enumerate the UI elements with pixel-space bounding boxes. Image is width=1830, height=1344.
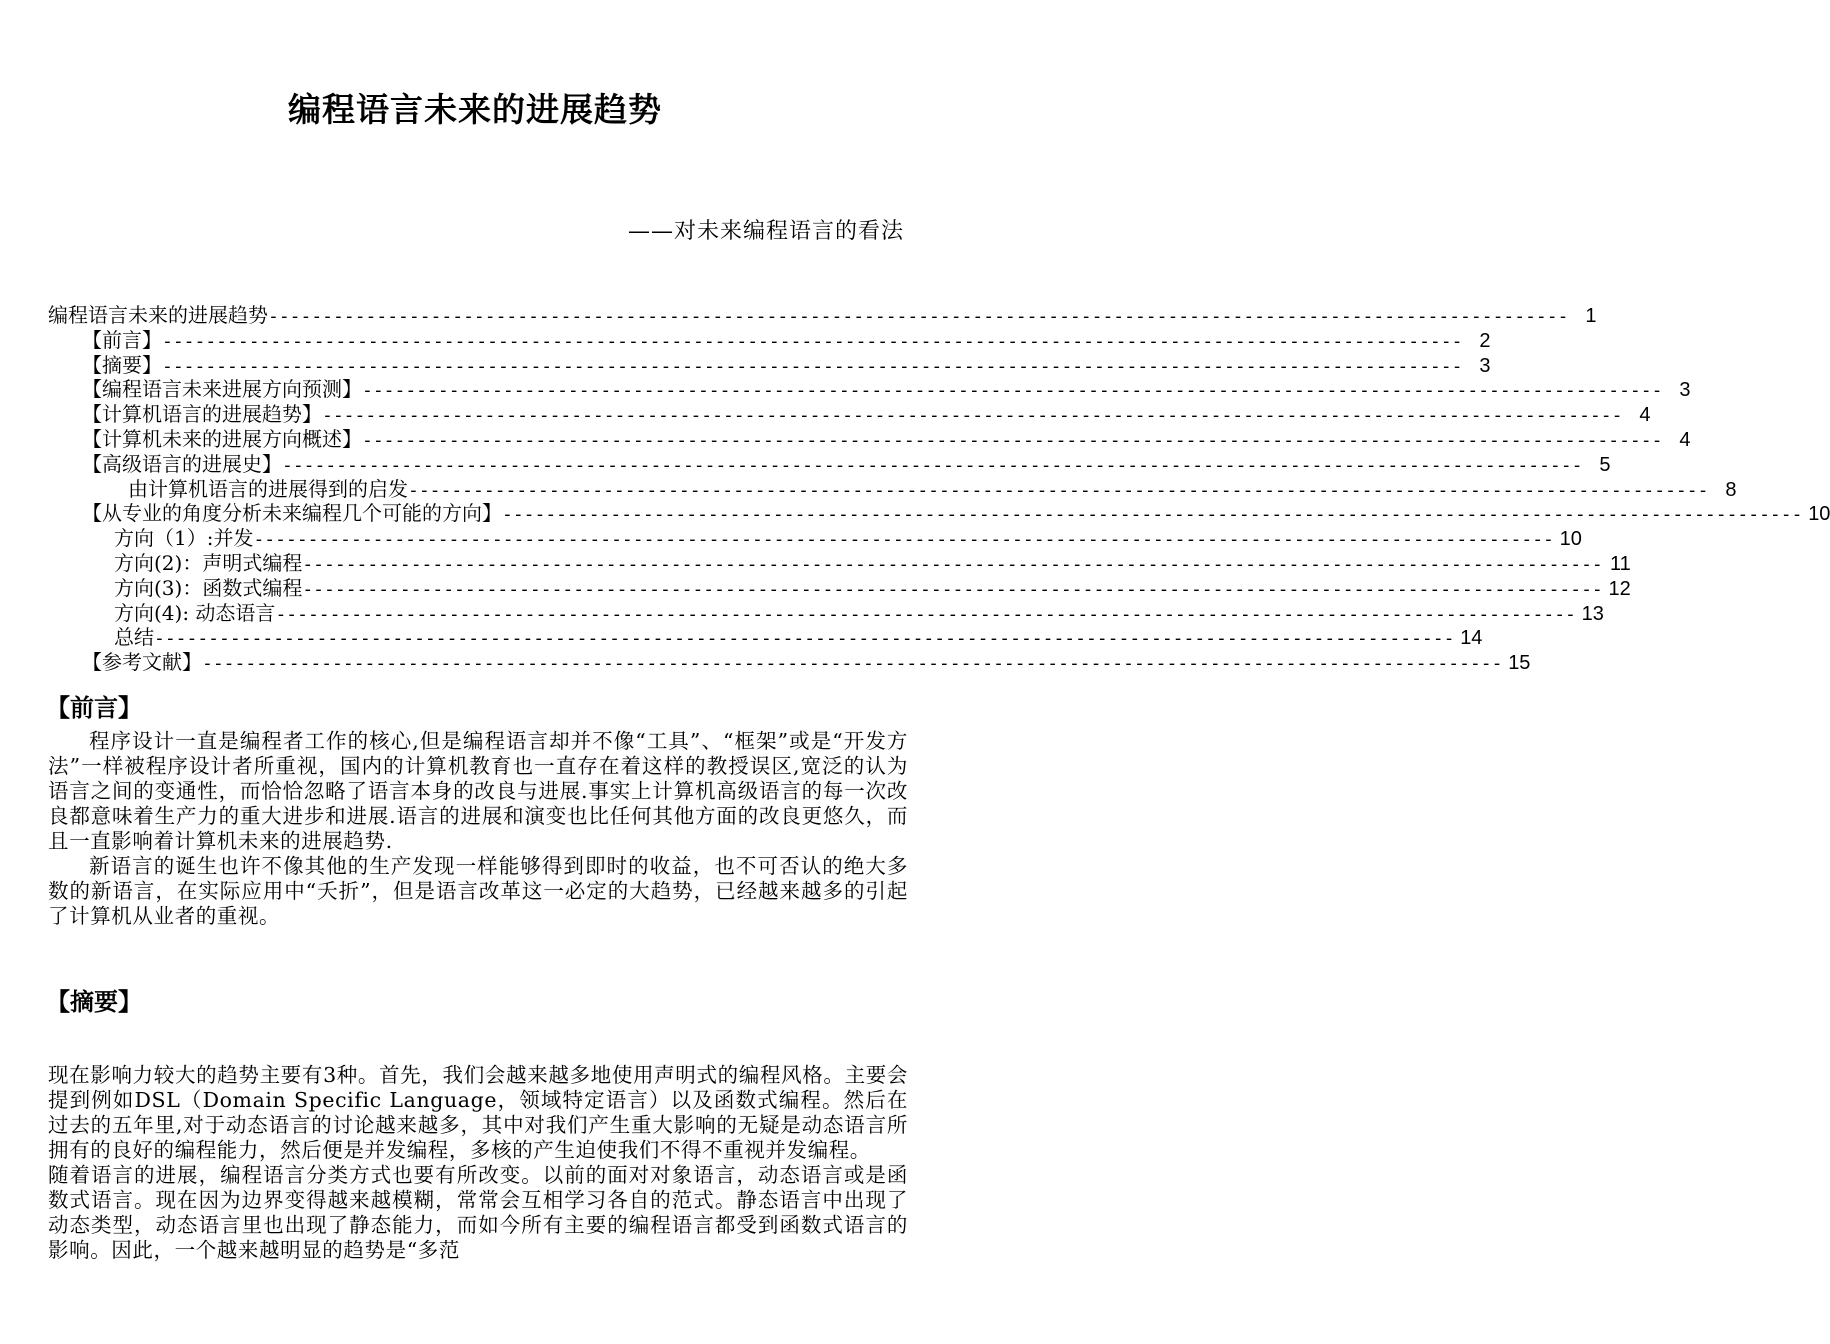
toc-entry-label: 【从专业的角度分析未来编程几个可能的方向】 [82, 501, 502, 526]
toc-entry-page: 4 [1639, 404, 1651, 427]
abstract-body [48, 1063, 908, 1263]
table-of-contents [48, 303, 1830, 675]
toc-entry-label: 【编程语言未来进展方向预测】 [82, 377, 362, 402]
toc-entry[interactable] [48, 451, 1611, 477]
preface-paragraph: 程序设计一直是编程者工作的核心,但是编程语言却并不像“工具”、“框架”或是“开发方法”一样被程序设计者所重视，国内的计算机教育也一直存在着这样的教授误区,宽泛的认为语言之间的变通性，而恰恰忽略了语言本身的改良与进展.事实上计算机高级语言的每一次改良都意味着生产力的重大进步和进展.语言的进展和演变也比任何其他方面的改良更悠久，而且一直影响着计算机未来的进展趋势. [48, 729, 908, 853]
toc-entry-page: 4 [1679, 428, 1691, 451]
toc-leader: ------------------------------------------------------------------------------------------------------------------------ [253, 529, 1554, 551]
toc-entry[interactable] [48, 600, 1604, 626]
toc-entry-page: 3 [1479, 354, 1491, 377]
toc-entry-page: 8 [1725, 478, 1737, 501]
toc-entry[interactable] [48, 575, 1631, 601]
toc-entry-page: 10 [1559, 528, 1582, 551]
document-subtitle: ——对未来编程语言的看法 [627, 219, 904, 244]
toc-leader: ------------------------------------------------------------------------------------------------------------------------ [282, 454, 1583, 476]
toc-leader: ------------------------------------------------------------------------------------------------------------------------ [162, 355, 1463, 377]
toc-leader: ------------------------------------------------------------------------------------------------------------------------ [154, 628, 1455, 650]
toc-entry[interactable] [48, 625, 1483, 650]
toc-entry[interactable] [48, 650, 1531, 675]
toc-entry-page: 10 [1808, 503, 1830, 526]
toc-entry-label: 【参考文献】 [82, 650, 202, 675]
toc-entry[interactable] [48, 377, 1691, 402]
toc-entry-label: 方向(3)：函数式编程 [114, 575, 303, 600]
toc-entry-page: 14 [1460, 627, 1483, 650]
toc-entry[interactable] [48, 327, 1491, 353]
toc-entry[interactable] [48, 526, 1582, 551]
toc-entry[interactable] [48, 352, 1491, 378]
toc-entry-page: 12 [1608, 577, 1631, 600]
toc-leader: ------------------------------------------------------------------------------------------------------------------------ [362, 429, 1663, 451]
toc-leader: ------------------------------------------------------------------------------------------------------------------------ [302, 578, 1603, 600]
toc-leader: ------------------------------------------------------------------------------------------------------------------------ [202, 653, 1503, 675]
toc-entry-page: 1 [1585, 305, 1597, 327]
abstract-paragraph: 现在影响力较大的趋势主要有3种。首先，我们会越来越多地使用声明式的编程风格。主要会提到例如DSL（Domain Specific Language，领域特定语言）以及函数式编程。然后在过去的五年里,对于动态语言的讨论越来越多，其中对我们产生重大影响的无疑是动态语言所拥有的良好的编程能力，然后便是并发编程，多核的产生迫使我们不得不重视并发编程。 [48, 1063, 908, 1162]
preface-paragraph: 新语言的诞生也许不像其他的生产发现一样能够得到即时的收益，也不可否认的绝大多数的新语言，在实际应用中“夭折”，但是语言改革这一必定的大趋势，已经越来越多的引起了计算机从业者的重视。 [48, 854, 908, 928]
toc-entry-page: 2 [1479, 329, 1491, 352]
toc-entry[interactable] [48, 426, 1691, 452]
toc-entry-label: 由计算机语言的进展得到的启发 [128, 476, 408, 501]
toc-leader: ------------------------------------------------------------------------------------------------------------------------ [502, 504, 1803, 526]
toc-entry-label: 方向（1）:并发 [114, 526, 254, 551]
abstract-paragraph: 随着语言的进展，编程语言分类方式也要有所改变。以前的面对对象语言，动态语言或是函数式语言。现在因为边界变得越来越模糊，常常会互相学习各自的范式。静态语言中出现了动态类型，动态语言里也出现了静态能力，而如今所有主要的编程语言都受到函数式语言的影响。因此，一个越来越明显的趋势是“多范 [48, 1163, 908, 1262]
toc-entry[interactable] [48, 402, 1651, 427]
preface-heading: 【前言】 [46, 694, 142, 722]
toc-entry-page: 11 [1610, 552, 1631, 575]
toc-entry[interactable] [48, 550, 1631, 576]
toc-leader: ------------------------------------------------------------------------------------------------------------------------ [268, 306, 1569, 327]
toc-entry[interactable] [48, 476, 1737, 502]
toc-entry-label: 总结 [114, 625, 154, 650]
toc-leader: ------------------------------------------------------------------------------------------------------------------------ [302, 553, 1603, 575]
toc-leader: ------------------------------------------------------------------------------------------------------------------------ [162, 330, 1463, 352]
toc-entry-label: 【摘要】 [82, 352, 162, 377]
toc-entry-label: 【高级语言的进展史】 [82, 451, 282, 476]
toc-leader: ------------------------------------------------------------------------------------------------------------------------ [408, 479, 1709, 501]
preface-body [48, 729, 908, 929]
toc-entry-page: 13 [1581, 602, 1604, 625]
toc-entry-label: 方向(4): 动态语言 [114, 600, 276, 625]
toc-entry[interactable] [48, 303, 1597, 328]
toc-entry-label: 编程语言未来的进展趋势 [48, 303, 268, 327]
toc-entry-page: 3 [1679, 379, 1691, 402]
abstract-heading: 【摘要】 [46, 988, 142, 1016]
toc-leader: ------------------------------------------------------------------------------------------------------------------------ [362, 380, 1663, 402]
toc-leader: ------------------------------------------------------------------------------------------------------------------------ [275, 603, 1576, 625]
toc-leader: ------------------------------------------------------------------------------------------------------------------------ [322, 405, 1623, 427]
document-title: 编程语言未来的进展趋势 [288, 90, 662, 129]
toc-entry-label: 【计算机语言的进展趋势】 [82, 402, 322, 427]
toc-entry-label: 【计算机未来的进展方向概述】 [82, 426, 362, 451]
toc-entry-page: 15 [1508, 652, 1531, 675]
toc-entry-label: 【前言】 [82, 327, 162, 352]
toc-entry-page: 5 [1599, 453, 1611, 476]
toc-entry[interactable] [48, 501, 1830, 526]
toc-entry-label: 方向(2)：声明式编程 [114, 550, 303, 575]
